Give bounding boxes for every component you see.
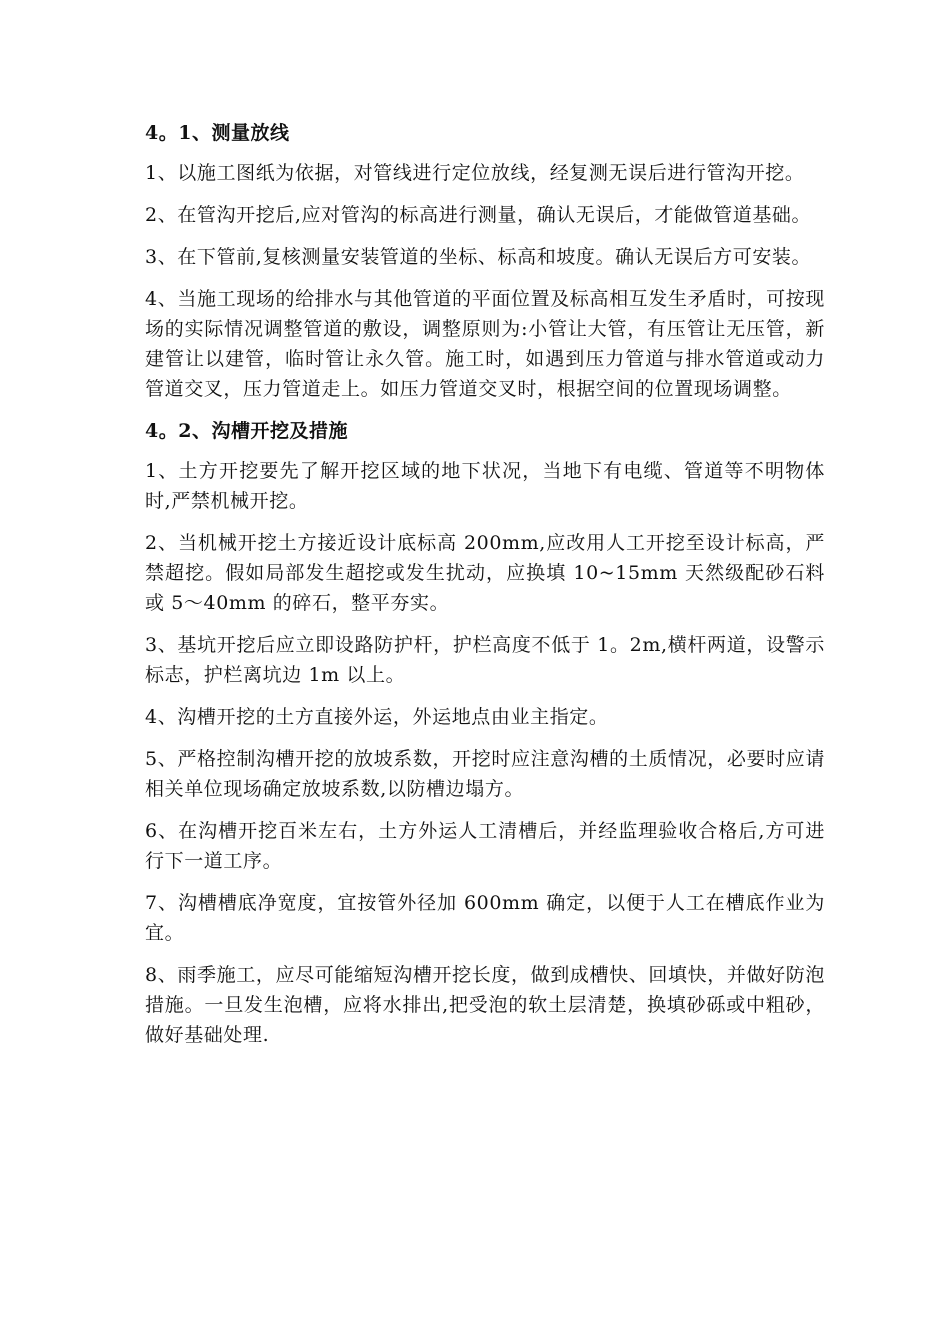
trench-paragraph-1: 1、土方开挖要先了解开挖区域的地下状况，当地下有电缆、管道等不明物体时,严禁机械开挖。 [145,460,825,512]
trench-paragraph-2: 2、当机械开挖土方接近设计底标高 200mm,应改用人工开挖至设计标高，严禁超挖。假如局部发生超挖或发生扰动，应换填 10~15mm 天然级配砂石料或 5～40mm 的碎石，整平夯实。 [145,532,825,614]
trench-paragraph-8: 8、雨季施工，应尽可能缩短沟槽开挖长度，做到成槽快、回填快，并做好防泡措施。一旦发生泡槽，应将水排出,把受泡的软土层清楚，换填砂砾或中粗砂，做好基础处理. [145,964,825,1046]
survey-paragraph-3: 3、在下管前,复核测量安装管道的坐标、标高和坡度。确认无误后方可安装。 [145,246,812,268]
section-heading-survey: 4。1、测量放线 [145,122,290,144]
survey-paragraph-4: 4、当施工现场的给排水与其他管道的平面位置及标高相互发生矛盾时，可按现场的实际情况调整管道的敷设，调整原则为:小管让大管，有压管让无压管，新建管让以建管，临时管让永久管。施工时，如遇到压力管道与排水管道或动力管道交叉，压力管道走上。如压力管道交叉时，根据空间的位置现场调整。 [145,288,825,400]
trench-paragraph-6: 6、在沟槽开挖百米左右，土方外运人工清槽后，并经监理验收合格后,方可进行下一道工序。 [145,820,825,872]
trench-paragraph-7: 7、沟槽槽底净宽度，宜按管外径加 600mm 确定，以便于人工在槽底作业为宜。 [145,892,825,944]
trench-paragraph-3: 3、基坑开挖后应立即设路防护杆，护栏高度不低于 1。2m,横杆两道，设警示标志，护栏离坑边 1m 以上。 [145,634,825,686]
trench-paragraph-5: 5、严格控制沟槽开挖的放坡系数，开挖时应注意沟槽的土质情况，必要时应请相关单位现场确定放坡系数,以防槽边塌方。 [145,748,825,800]
survey-paragraph-2: 2、在管沟开挖后,应对管沟的标高进行测量，确认无误后，才能做管道基础。 [145,204,812,226]
document-page [145,118,825,1062]
section-heading-trench: 4。2、沟槽开挖及措施 [145,420,348,442]
survey-paragraph-1: 1、以施工图纸为依据，对管线进行定位放线，经复测无误后进行管沟开挖。 [145,162,805,184]
trench-paragraph-4: 4、沟槽开挖的土方直接外运，外运地点由业主指定。 [145,706,609,728]
